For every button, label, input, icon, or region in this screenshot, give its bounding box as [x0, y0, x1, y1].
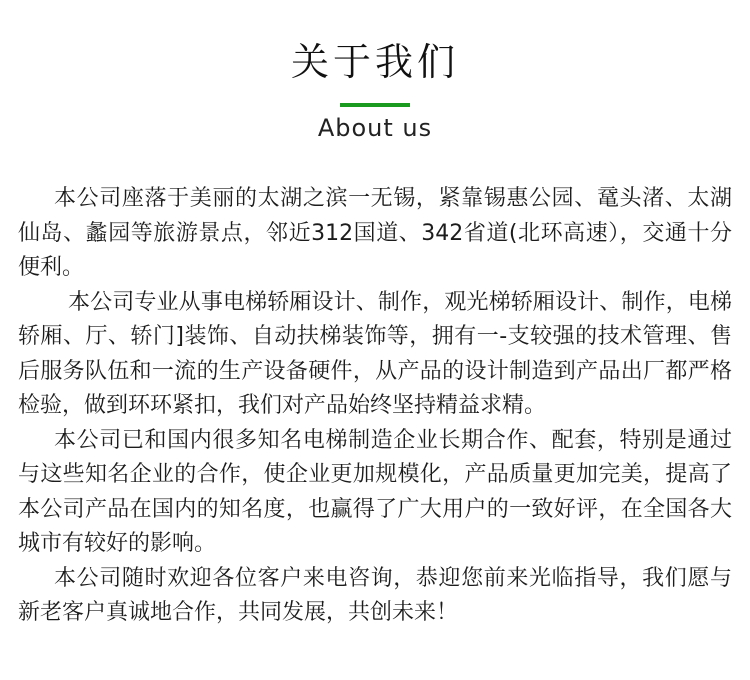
page-title: 关于我们: [290, 40, 459, 84]
paragraph-welcome: 本公司随时欢迎各位客户来电咨询，恭迎您前来光临指导，我们愿与新老客户真诚地合作，共同发展，共创未来！: [18, 565, 732, 625]
about-content: [18, 182, 732, 631]
title-accent-bar: [340, 103, 410, 107]
page-subtitle: About us: [317, 114, 433, 142]
paragraph-business: 本公司专业从事电梯轿厢设计、制作，观光梯轿厢设计、制作，电梯轿厢、厅、轿门]装饰、自动扶梯装饰等，拥有一-支较强的技术管理、售后服务队伍和一流的生产设备硬件，从产品的设计制造到产品出厂都严格检验，做到环环紧扣，我们对产品始终坚持精益求精。: [18, 289, 732, 418]
paragraph-location: 本公司座落于美丽的太湖之滨一无锡，紧靠锡惠公园、鼋头渚、太湖仙岛、蠡园等旅游景点，邻近312国道、342省道(北环高速），交通十分便利。: [18, 186, 732, 280]
paragraph-partnership: 本公司已和国内很多知名电梯制造企业长期合作、配套，特别是通过与这些知名企业的合作，使企业更加规模化，产品质量更加完美，提高了本公司产品在国内的知名度，也赢得了广大用户的一致好评，在全国各大城市有较好的影响。: [18, 427, 732, 556]
